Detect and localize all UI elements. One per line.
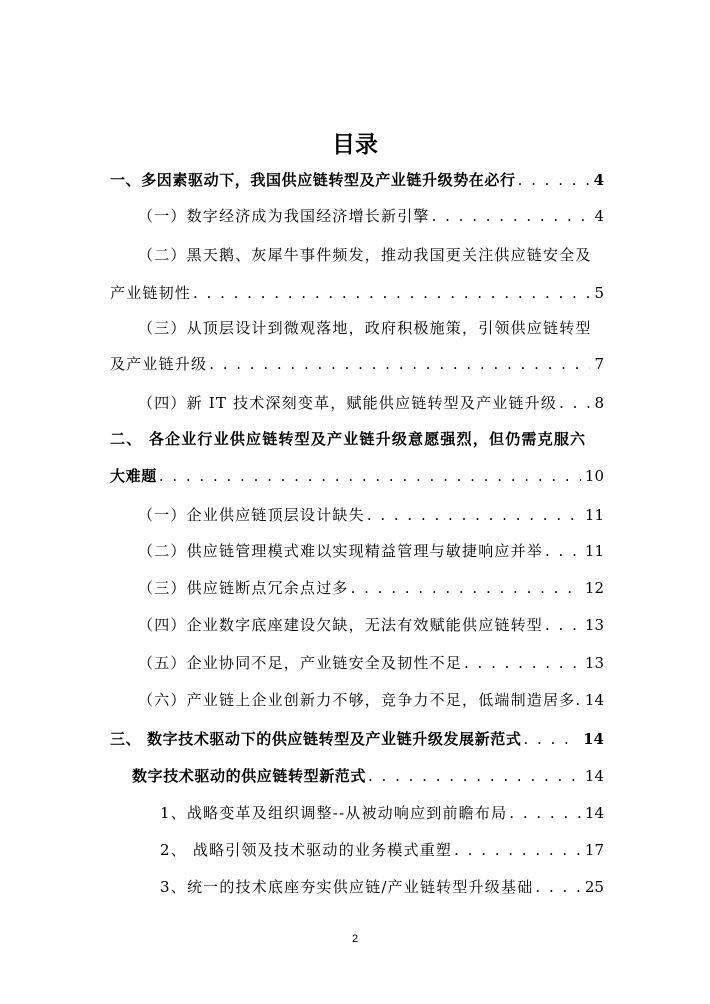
toc-entry-text: 二、 各企业行业供应链转型及产业链升级意愿强烈，但仍需克服六 xyxy=(110,430,587,448)
toc-entry-continuation[interactable] xyxy=(110,466,604,486)
dot-leader xyxy=(193,283,590,303)
toc-entry[interactable] xyxy=(132,766,604,786)
toc-entry-page: 11 xyxy=(584,506,604,524)
toc-entry-text: （一）企业供应链顶层设计缺失 xyxy=(138,506,365,524)
toc-entry-text: （三）供应链断点冗余点过多 xyxy=(138,579,349,597)
toc-entry-text: 3、统一的技术底座夯实供应链/产业链转型升级基础 xyxy=(160,878,534,896)
dot-leader xyxy=(559,393,590,413)
toc-entry-text: （二）供应链管理模式难以实现精益管理与敏捷响应并举 xyxy=(138,542,544,560)
dot-leader xyxy=(518,170,590,190)
toc-entry[interactable] xyxy=(110,170,604,190)
dot-leader xyxy=(464,653,581,673)
toc-title: 目录 xyxy=(332,132,378,158)
toc-entry[interactable] xyxy=(160,803,604,823)
toc-entry[interactable] xyxy=(138,653,604,673)
toc-entry-page: 14 xyxy=(584,804,604,822)
dot-leader xyxy=(545,541,581,561)
toc-entry[interactable] xyxy=(110,729,604,749)
toc-entry-continuation[interactable] xyxy=(110,354,604,374)
toc-entry-text: 三、 数字技术驱动下的供应链转型及产业链升级发展新范式 xyxy=(110,730,522,748)
toc-entry-text: （一）数字经济成为我国经济增长新引擎 xyxy=(138,207,430,225)
toc-entry[interactable] xyxy=(160,877,604,897)
dot-leader xyxy=(575,690,585,710)
toc-entry-page: 4 xyxy=(593,171,604,189)
toc-entry-text: 产业链韧性 xyxy=(110,284,192,302)
toc-entry-text: 大难题 xyxy=(110,467,157,485)
toc-entry-text: （四）企业数字底座建设欠缺，无法有效赋能供应链转型 xyxy=(138,616,544,634)
toc-entry-page: 12 xyxy=(584,579,604,597)
dot-leader xyxy=(209,354,590,374)
toc-entry-page: 13 xyxy=(584,654,604,672)
toc-entry-text: （二）黑天鹅、灰犀牛事件频发，推动我国更关注供应链安全及 xyxy=(138,246,592,264)
toc-entry[interactable] xyxy=(138,690,604,710)
toc-entry-page: 4 xyxy=(594,207,604,225)
toc-entry[interactable] xyxy=(138,393,604,413)
toc-entry-page: 25 xyxy=(584,878,604,896)
dot-leader xyxy=(523,729,579,749)
dot-leader xyxy=(545,615,581,635)
dot-leader xyxy=(509,803,581,823)
toc-entry[interactable] xyxy=(138,206,604,226)
toc-entry-text: （四）新 IT 技术深刻变革，赋能供应链转型及产业链升级 xyxy=(138,394,558,412)
toc-entry-text: 1、战略变革及组织调整--从被动响应到前瞻布局 xyxy=(160,804,508,822)
toc-entry[interactable] xyxy=(138,578,604,598)
toc-entry[interactable] xyxy=(138,615,604,635)
toc-entry[interactable] xyxy=(160,840,604,860)
toc-entry[interactable] xyxy=(110,429,604,449)
toc-entry-page: 13 xyxy=(584,616,604,634)
dot-leader xyxy=(368,766,581,786)
toc-entry-page: 14 xyxy=(584,767,604,785)
dot-leader xyxy=(159,466,581,486)
toc-entry-text: 一、多因素驱动下，我国供应链转型及产业链升级势在必行 xyxy=(110,171,516,189)
toc-entry-text: （五）企业协同不足，产业链安全及韧性不足 xyxy=(138,654,463,672)
toc-entry-page: 17 xyxy=(584,841,604,859)
toc-entry-page: 7 xyxy=(594,355,604,373)
toc-entry-text: （三）从顶层设计到微观落地，政府积极施策，引领供应链转型 xyxy=(138,319,592,337)
toc-entry-text: 2、 战略引领及技术驱动的业务模式重塑 xyxy=(160,841,453,859)
toc-entry-page: 10 xyxy=(584,467,604,485)
toc-entry[interactable] xyxy=(138,505,604,525)
toc-entry-text: 及产业链升级 xyxy=(110,355,208,373)
toc-entry-text: （六）产业链上企业创新力不够，竞争力不足，低端制造居多 xyxy=(138,691,576,709)
toc-entry[interactable] xyxy=(138,541,604,561)
toc-entry[interactable] xyxy=(138,318,604,338)
toc-entry-continuation[interactable] xyxy=(110,283,604,303)
toc-entry-page: 14 xyxy=(584,691,604,709)
toc-entry-page: 5 xyxy=(594,284,604,302)
toc-entry[interactable] xyxy=(138,245,604,265)
dot-leader xyxy=(535,877,581,897)
toc-entry-text: 数字技术驱动的供应链转型新范式 xyxy=(132,767,367,785)
toc-entry-page: 11 xyxy=(584,542,604,560)
dot-leader xyxy=(454,840,581,860)
dot-leader xyxy=(367,505,581,525)
dot-leader xyxy=(351,578,581,598)
toc-entry-page: 8 xyxy=(594,394,604,412)
page-number: 2 xyxy=(351,933,359,945)
dot-leader xyxy=(432,206,591,226)
toc-entry-page: 14 xyxy=(583,730,604,748)
